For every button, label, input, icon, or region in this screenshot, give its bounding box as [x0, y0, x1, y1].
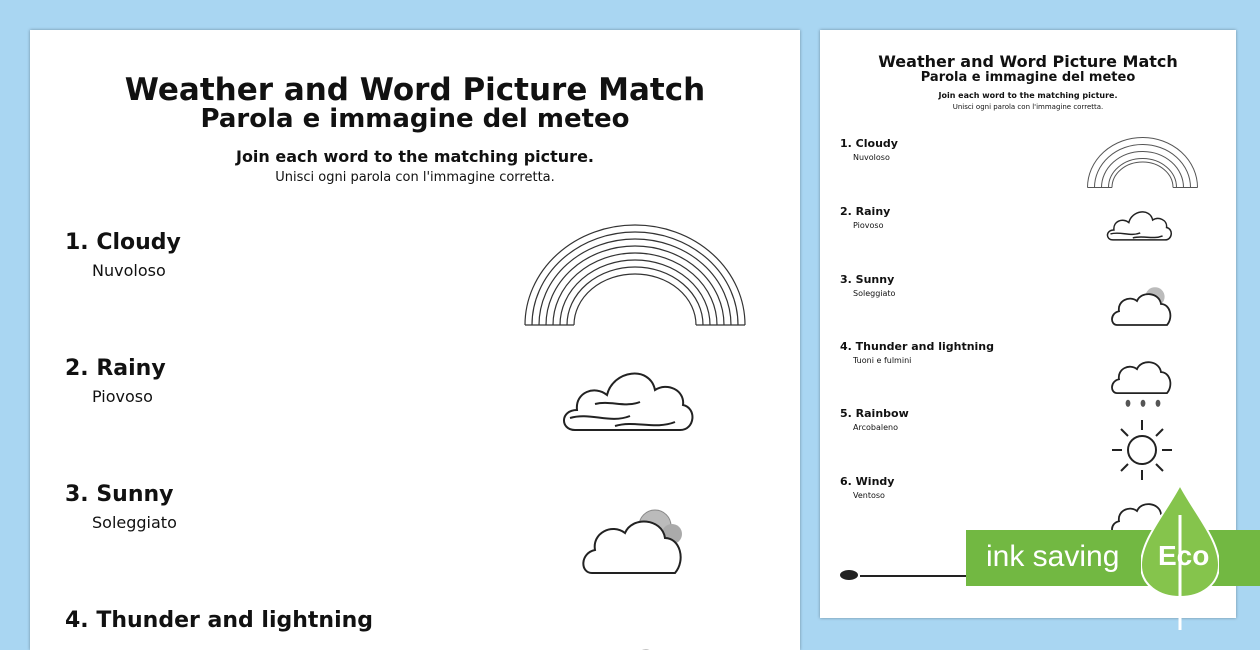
title-en: Weather and Word Picture Match	[878, 52, 1178, 71]
list-item	[840, 340, 994, 365]
item-label-it: Tuoni e fulmini	[853, 356, 912, 365]
title-it: Parola e immagine del meteo	[200, 104, 630, 134]
list-item	[65, 230, 181, 280]
instruction-it: Unisci ogni parola con l'immagine corretta.	[952, 103, 1104, 111]
eco-label: Eco	[1158, 540, 1210, 571]
item-label-en: 2. Rainy	[840, 205, 891, 218]
sun-cloud-icon	[580, 498, 690, 578]
item-label-en: 6. Windy	[840, 475, 895, 488]
item-label-en: 1. Cloudy	[65, 230, 181, 255]
list-item	[65, 356, 166, 406]
sun-icon	[1110, 418, 1174, 482]
list-item	[840, 475, 894, 500]
rainbow-icon	[1085, 135, 1200, 190]
item-label-en: 4. Thunder and lightning	[65, 608, 374, 633]
logo-icon	[840, 570, 858, 580]
worksheet-page-large	[30, 30, 800, 650]
item-label-it: Soleggiato	[853, 289, 896, 298]
instruction-en: Join each word to the matching picture.	[938, 91, 1118, 100]
item-label-en: 3. Sunny	[840, 273, 895, 286]
item-label-it: Nuvoloso	[853, 153, 890, 162]
item-label-it: Piovoso	[853, 221, 884, 230]
list-item	[65, 482, 177, 532]
windy-cloud-icon	[555, 360, 700, 450]
list-item	[840, 407, 909, 432]
windy-cloud-icon	[1103, 205, 1175, 250]
list-item	[65, 608, 373, 633]
item-label-it: Arcobaleno	[853, 423, 898, 432]
item-label-en: 5. Rainbow	[840, 407, 909, 420]
item-label-it: Piovoso	[92, 387, 153, 406]
title-it: Parola e immagine del meteo	[920, 70, 1136, 85]
rain-cloud-icon	[630, 628, 660, 650]
title-en: Weather and Word Picture Match	[124, 72, 706, 108]
list-item	[840, 137, 898, 162]
list-item	[840, 205, 890, 230]
item-label-en: 3. Sunny	[65, 482, 174, 507]
ink-saving-eco-badge	[966, 485, 1260, 630]
item-label-en: 4. Thunder and lightning	[840, 340, 995, 353]
ink-saving-label: ink saving	[986, 540, 1120, 573]
item-label-en: 1. Cloudy	[840, 137, 898, 150]
item-label-it: Soleggiato	[92, 513, 177, 532]
instruction-en: Join each word to the matching picture.	[235, 147, 594, 166]
item-label-en: 2. Rainy	[65, 356, 166, 381]
item-label-it: Ventoso	[853, 491, 885, 500]
list-item	[840, 273, 895, 298]
instruction-it: Unisci ogni parola con l'immagine corretta.	[275, 170, 555, 185]
sun-cloud-icon	[1110, 280, 1176, 328]
rain-cloud-icon	[1110, 348, 1176, 413]
rainbow-icon	[520, 220, 750, 330]
item-label-it: Nuvoloso	[92, 261, 166, 280]
